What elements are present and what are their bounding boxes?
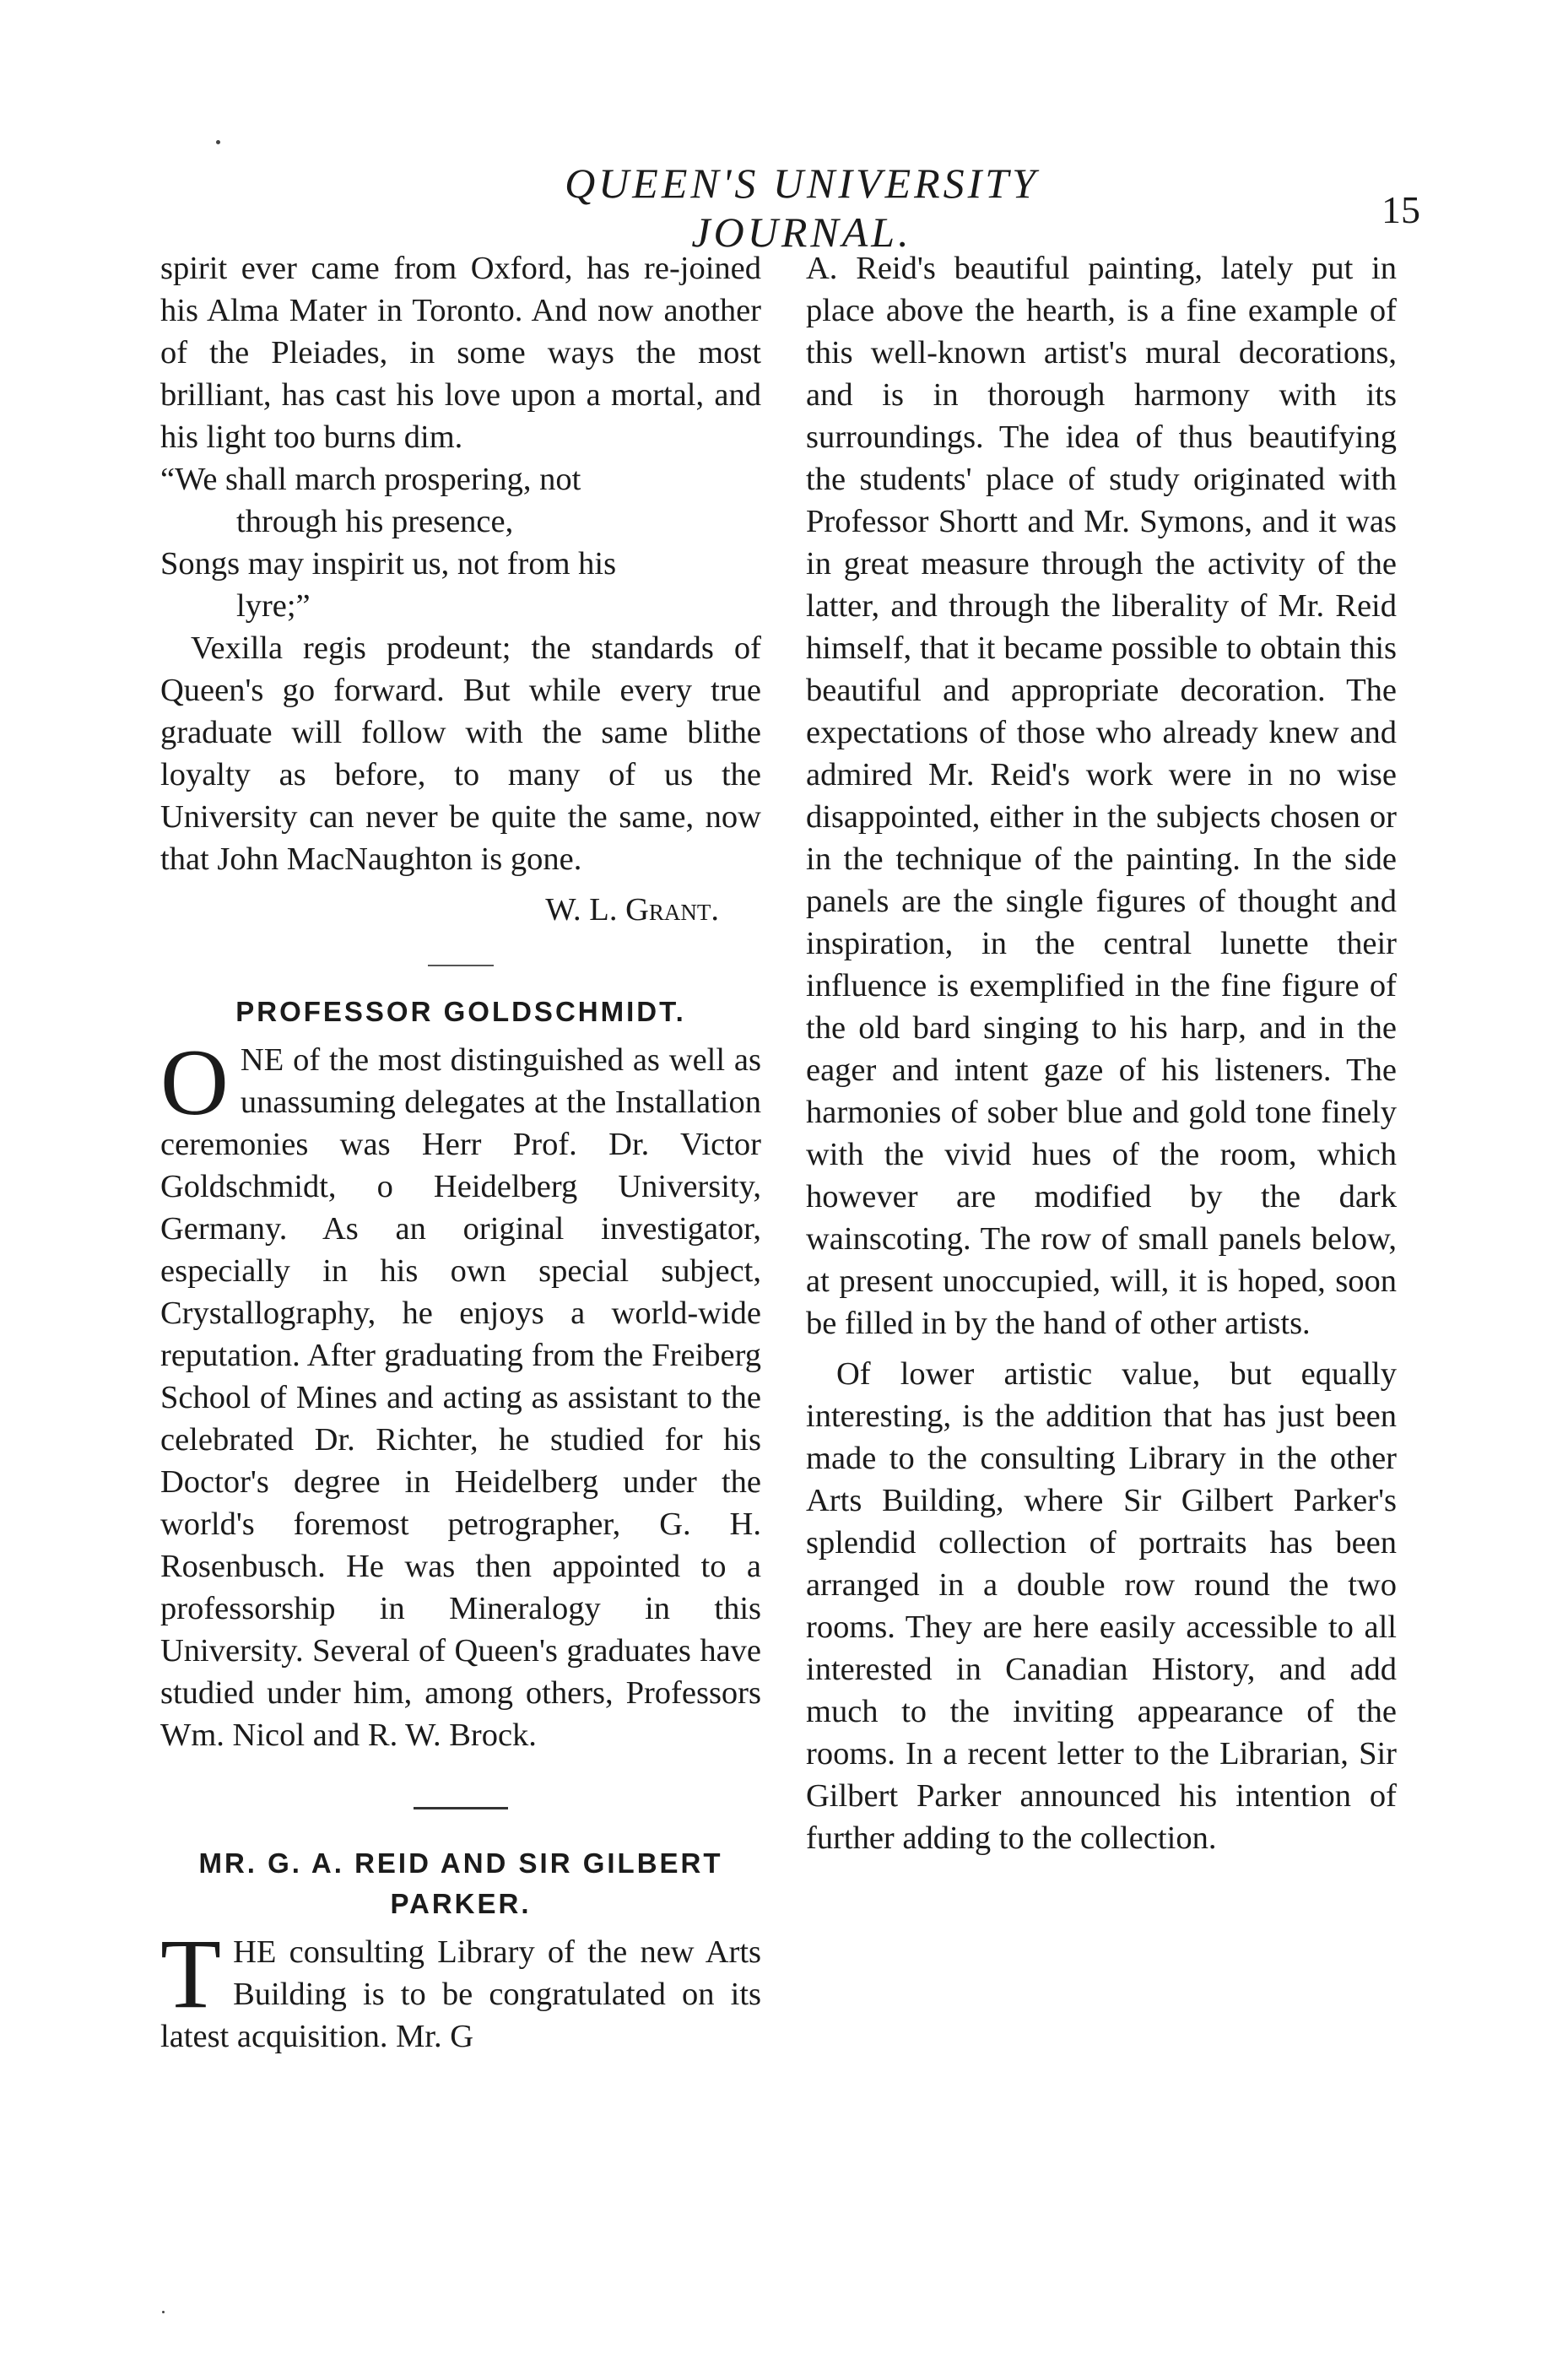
- goldschmidt-body: of the most distinguished as well as unassuming delegates at the Installation ceremonies was Herr Prof. Dr. Victor Goldschmidt, o Heidelberg University, Germany. As an original investigator, especially in his own special subject, Crystallography, he enjoys a world-wide reputation. After graduating from the Freiberg School of Mines and acting as assistant to the celebrated Dr. Richter, he studied for his Doctor's degree in Heidelberg under the world's foremost petrographer, G. H. Rosenbusch. He was then appointed to a professorship in Mineralogy in this University. Several of Queen's graduates have studied under him, among others, Professors Wm. Nicol and R. W. Brock.: [160, 1042, 761, 1753]
- lead-in-word: NE: [240, 1042, 284, 1078]
- drop-cap-t: T: [160, 1918, 222, 2029]
- page-number: 15: [1381, 188, 1420, 231]
- verse-line-4: lyre;”: [236, 588, 311, 624]
- section-divider: [414, 1807, 508, 1809]
- verse-quotation: [160, 458, 761, 627]
- right-column: [806, 247, 1397, 1859]
- parker-portraits-paragraph: Of lower artistic value, but equally interesting, is the addition that has just been made to the consulting Library in the other Arts Building, where Sir Gilbert Parker's splendid collection of portraits has been arranged in a double row round the two rooms. They are here easily accessible to all interested in Canadian History, and add much to the inviting appearance of the rooms. In a recent letter to the Librarian, Sir Gilbert Parker announced his intention of further adding to the collection.: [806, 1356, 1397, 1856]
- left-column: [160, 247, 761, 2058]
- reid-parker-body: consulting Library of the new Arts Building is to be congratulated on its latest acquisition. Mr. G: [160, 1934, 761, 2054]
- reid-parker-heading: [160, 1843, 761, 1924]
- opening-paragraph: spirit ever came from Oxford, has re-joined his Alma Mater in Toronto. And now another of the Pleiades, in some ways the most brilliant, has cast his love upon a mortal, and his light too burns dim.: [160, 251, 761, 455]
- drop-cap-o: O: [160, 1030, 229, 1135]
- print-speck: [162, 2311, 165, 2313]
- reid-parker-heading-line-1: MR. G. A. REID AND SIR GILBERT: [198, 1847, 723, 1879]
- reid-parker-heading-line-2: PARKER.: [390, 1888, 532, 1919]
- verse-line-2: through his presence,: [236, 504, 514, 539]
- print-speck: [216, 140, 220, 144]
- reid-parker-article-start: [160, 1918, 761, 2058]
- running-header-title: QUEEN'S UNIVERSITY JOURNAL.: [565, 160, 1039, 256]
- verse-line-3: Songs may inspirit us, not from his: [160, 546, 617, 581]
- goldschmidt-article: [160, 1030, 761, 1756]
- author-signature: W. L. Grant.: [545, 892, 719, 928]
- goldschmidt-heading: PROFESSOR GOLDSCHMIDT.: [235, 996, 686, 1027]
- verse-line-1: “We shall march prospering, not: [160, 462, 581, 497]
- section-divider: [428, 965, 494, 966]
- lead-in-word: HE: [233, 1934, 277, 1970]
- closing-paragraph: Vexilla regis prodeunt; the standards of Queen's go forward. But while every true graduate will follow with the same blithe loyalty as before, to many of us the University can never be quite the same, now that John MacNaughton is gone.: [160, 630, 761, 877]
- reid-painting-paragraph: A. Reid's beautiful painting, lately put in place above the hearth, is a fine example of this well-known artist's mural decorations, and is in thorough harmony with its surroundings. The idea of thus beautifying the students' place of study originated with Professor Shortt and Mr. Symons, and it was in great measure through the activity of the latter, and through the liberality of Mr. Reid himself, that it became possible to obtain this beautiful and appropriate decoration. The expectations of those who already knew and admired Mr. Reid's work were in no wise disappointed, either in the subjects chosen or in the technique of the painting. In the side panels are the single figures of thought and inspiration, in the central lunette their influence is exemplified in the fine figure of the old bard singing to his harp, and in the eager and intent gaze of his listeners. The harmonies of sober blue and gold tone finely with the vivid hues of the room, which however are modified by the dark wainscoting. The row of small panels below, at present unoccupied, will, it is hoped, soon be filled in by the hand of other artists.: [806, 251, 1397, 1341]
